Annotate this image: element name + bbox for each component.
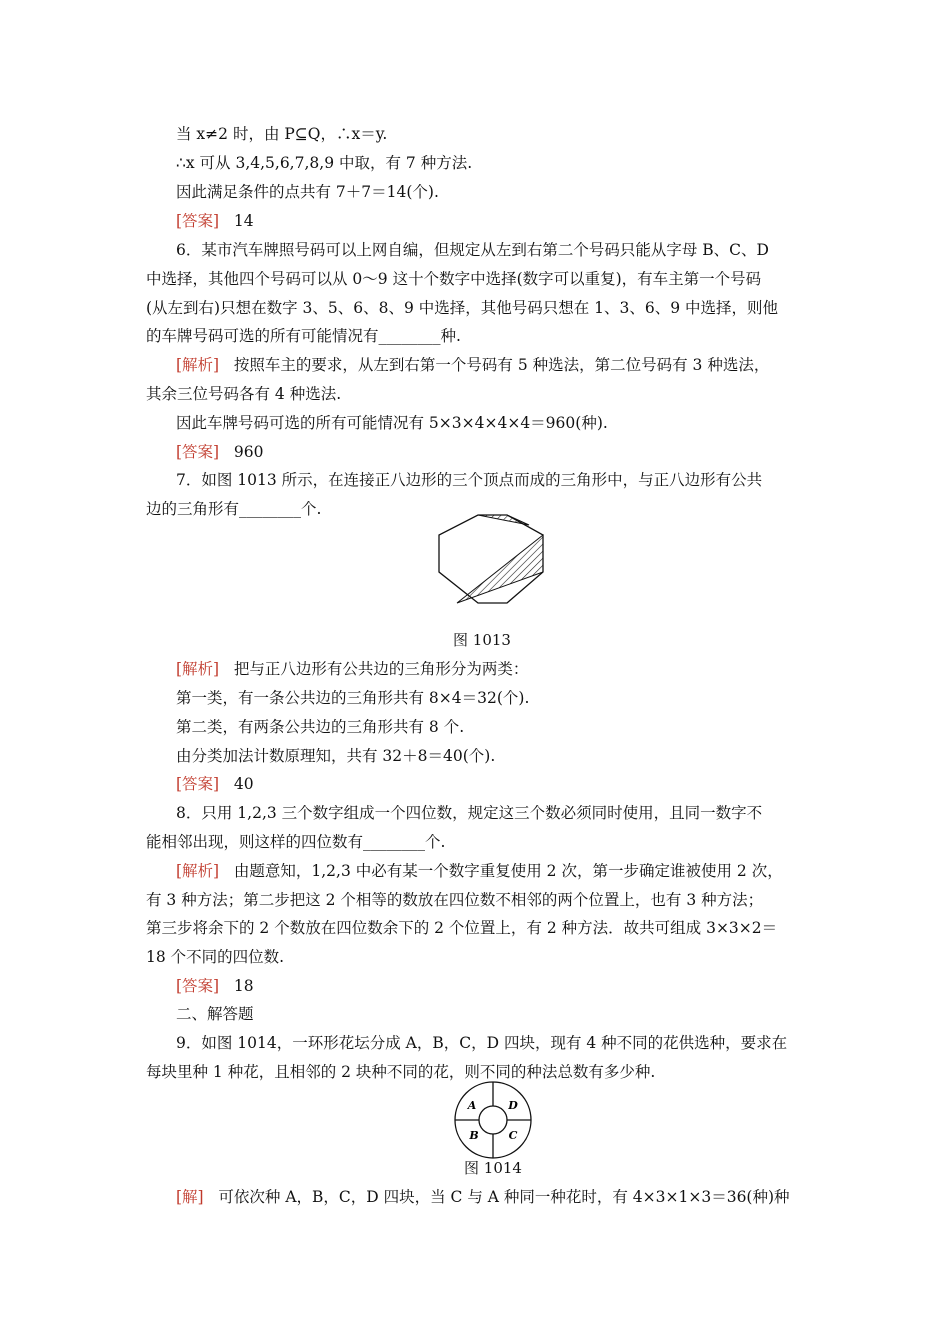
text-line: 每块里种 1 种花，且相邻的 2 块种不同的花，则不同的种法总数有多少种. [146, 1063, 656, 1081]
analysis-tag: [解析] [176, 660, 220, 678]
question-6-line: 6．某市汽车牌照号码可以上网自编，但规定从左到右第二个号码只能从字母 B、C、D [176, 241, 769, 259]
ring-flowerbed-figure [452, 1079, 534, 1161]
text-line: 因此满足条件的点共有 7＋7＝14(个). [176, 183, 439, 201]
section-heading: 二、解答题 [176, 1005, 254, 1023]
region-label-d: D [508, 1099, 518, 1112]
text-line: 由分类加法计数原理知，共有 32＋8＝40(个). [176, 747, 496, 765]
region-label-a: A [467, 1099, 477, 1112]
answer-line [176, 774, 254, 794]
inner-circle [479, 1106, 507, 1134]
answer-tag: [答案] [176, 443, 220, 461]
region-label-c: C [508, 1129, 518, 1142]
answer-value: 18 [233, 977, 254, 995]
text-line: 的车牌号码可选的所有可能情况有________种. [146, 327, 461, 345]
solution-line [176, 1187, 790, 1207]
answer-tag: [答案] [176, 775, 220, 793]
answer-value: 14 [233, 212, 254, 230]
diagonal-hatched-triangle [457, 535, 543, 603]
analysis-line [176, 355, 769, 375]
figure-caption: 图 1013 [453, 631, 511, 649]
answer-line [176, 442, 263, 462]
text-line: 第三步将余下的 2 个数放在四位数余下的 2 个位置上，有 2 种方法．故共可组成 3×3×2＝ [146, 919, 778, 937]
text-line: 边的三角形有________个. [146, 500, 322, 518]
analysis-tag: [解析] [176, 862, 220, 880]
answer-value: 40 [233, 775, 254, 793]
text-line: 能相邻出现，则这样的四位数有________个. [146, 833, 446, 851]
analysis-text: 由题意知，1,2,3 中必有某一个数字重复使用 2 次，第一步确定谁被使用 2 次， [233, 862, 783, 880]
top-hatched-triangle [478, 515, 529, 525]
text-line: 第二类，有两条公共边的三角形共有 8 个. [176, 718, 465, 736]
octagon-figure [430, 508, 554, 608]
answer-tag: [答案] [176, 212, 220, 230]
text-line: 当 x≠2 时，由 P⊆Q，∴x＝y. [176, 125, 388, 143]
analysis-text: 把与正八边形有公共边的三角形分为两类： [233, 660, 529, 678]
text-line: (从左到右)只想在数字 3、5、6、8、9 中选择，其他号码只想在 1、3、6、9 中选择，则他 [146, 299, 779, 317]
analysis-line [176, 861, 783, 881]
analysis-line [176, 659, 528, 679]
text-line: ∴x 可从 3,4,5,6,7,8,9 中取，有 7 种方法. [176, 154, 473, 172]
figure-caption: 图 1014 [464, 1159, 522, 1177]
answer-tag: [答案] [176, 977, 220, 995]
text-line: 有 3 种方法；第二步把这 2 个相等的数放在四位数不相邻的两个位置上，也有 3 种方法； [146, 891, 764, 909]
text-line: 第一类，有一条公共边的三角形共有 8×4＝32(个). [176, 689, 530, 707]
region-label-b: B [469, 1129, 479, 1142]
analysis-tag: [解析] [176, 356, 220, 374]
question-8-line: 8．只用 1,2,3 三个数字组成一个四位数，规定这三个数必须同时使用，且同一数字不 [176, 804, 763, 822]
question-9-line: 9．如图 1014，一环形花坛分成 A，B，C，D 四块，现有 4 种不同的花供选种，要求在 [176, 1034, 788, 1052]
question-7-line: 7．如图 1013 所示，在连接正八边形的三个顶点而成的三角形中，与正八边形有公共 [176, 471, 763, 489]
text-line: 其余三位号码各有 4 种选法. [146, 385, 342, 403]
answer-line [176, 976, 254, 996]
analysis-text: 按照车主的要求，从左到右第一个号码有 5 种选法，第二位号码有 3 种选法， [233, 356, 770, 374]
answer-line [176, 211, 254, 231]
text-line: 中选择，其他四个号码可以从 0～9 这十个数字中选择(数字可以重复)，有车主第一个号码 [146, 270, 762, 288]
text-line: 因此车牌号码可选的所有可能情况有 5×3×4×4×4＝960(种). [176, 414, 608, 432]
answer-value: 960 [233, 443, 264, 461]
text-line: 18 个不同的四位数. [146, 948, 285, 966]
solution-text: 可依次种 A，B，C，D 四块，当 C 与 A 种同一种花时，有 4×3×1×3＝36(种)种 [218, 1188, 790, 1206]
solution-tag: [解] [176, 1188, 204, 1206]
